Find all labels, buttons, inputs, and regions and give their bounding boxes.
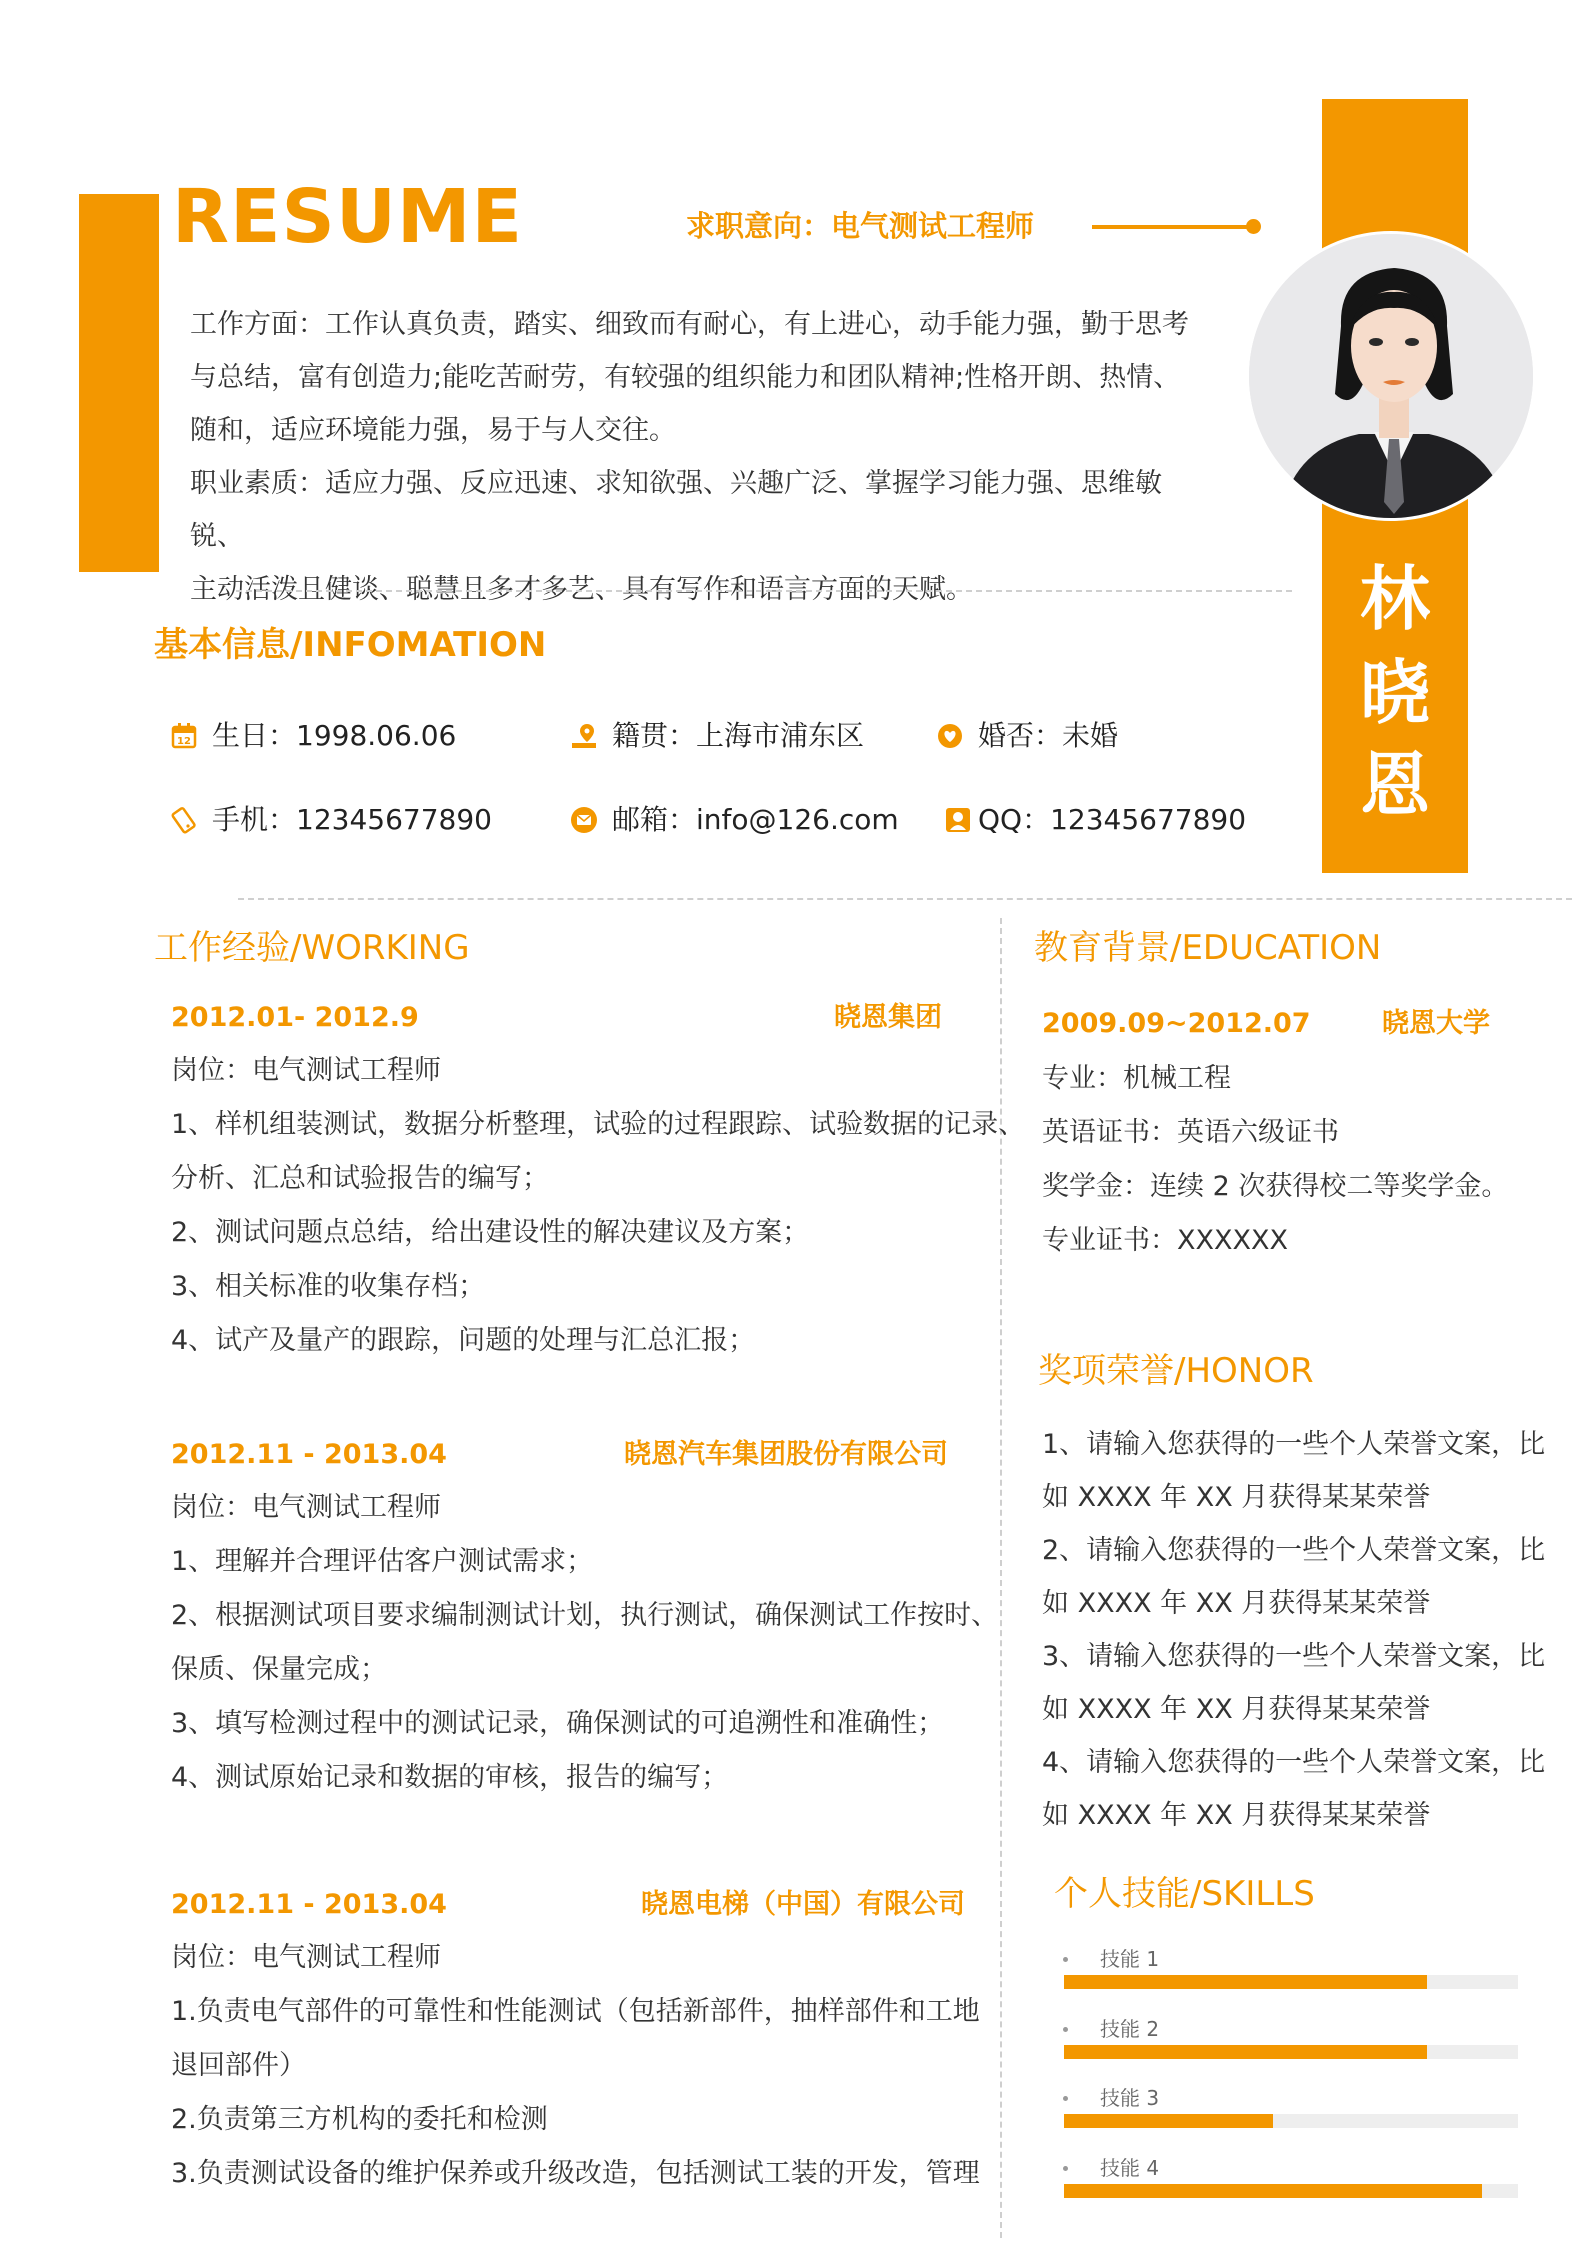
job-1-company: 晓恩集团	[834, 1002, 942, 1033]
job-1-period: 2012.01- 2012.9	[171, 1002, 419, 1033]
name-char-3: 恩	[1360, 744, 1430, 826]
skill-bullet	[1063, 2027, 1068, 2032]
job-line: 2、测试问题点总结，给出建设性的解决建议及方案；	[171, 1217, 810, 1248]
skill-2-label: 技能 2	[1100, 2017, 1160, 2041]
education-details	[1042, 1052, 1508, 1268]
honor-line: 如 XXXX 年 XX 月获得某某荣誉	[1042, 1800, 1431, 1831]
skill-bullet	[1063, 2166, 1068, 2171]
skill-1-fill	[1064, 1975, 1427, 1989]
phone-icon	[170, 806, 198, 834]
name-char-1: 林	[1360, 558, 1430, 640]
education-line: 奖学金：连续 2 次获得校二等奖学金。	[1042, 1171, 1509, 1202]
skill-bullet	[1063, 2096, 1068, 2101]
summary	[190, 298, 1190, 616]
mail-icon	[570, 806, 598, 834]
info-text: 婚否：未婚	[978, 719, 1119, 752]
honor-line: 3、请输入您获得的一些个人荣誉文案，比	[1042, 1641, 1546, 1672]
basic-info-title: 基本信息/INFOMATION	[154, 625, 547, 665]
job-2-company: 晓恩汽车集团股份有限公司	[624, 1439, 948, 1470]
name-char-2: 晓	[1360, 652, 1430, 734]
summary-line: 工作方面：工作认真负责，踏实、细致而有耐心，有上进心，动手能力强，勤于思考	[190, 309, 1189, 340]
info-email	[570, 803, 899, 836]
resume-accent-bar	[79, 194, 159, 572]
qq-icon	[944, 806, 972, 834]
education-school: 晓恩大学	[1382, 1008, 1490, 1039]
svg-text:12: 12	[177, 736, 191, 747]
job-line: 3、相关标准的收集存档；	[171, 1271, 486, 1302]
skill-4-fill	[1064, 2184, 1482, 2198]
education-line: 专业证书：XXXXXX	[1042, 1225, 1288, 1256]
heart-icon	[936, 722, 964, 750]
skill-3-track	[1064, 2114, 1518, 2128]
info-phone	[170, 803, 492, 836]
info-birthday	[170, 719, 457, 752]
summary-line: 职业素质：适应力强、反应迅速、求知欲强、兴趣广泛、掌握学习能力强、思维敏锐、	[190, 468, 1162, 552]
intention-line	[1092, 225, 1252, 229]
job-2-period: 2012.11 - 2013.04	[171, 1439, 447, 1470]
skill-1-label: 技能 1	[1100, 1947, 1160, 1971]
education-line: 专业：机械工程	[1042, 1063, 1231, 1094]
job-line: 岗位：电气测试工程师	[171, 1942, 441, 1973]
honor-line: 如 XXXX 年 XX 月获得某某荣誉	[1042, 1482, 1431, 1513]
job-2-details	[171, 1481, 998, 1805]
job-line: 1、样机组装测试，数据分析整理，试验的过程跟踪、试验数据的记录、	[171, 1109, 1026, 1140]
location-icon	[570, 722, 598, 750]
job-1-details	[171, 1044, 1025, 1368]
job-line: 岗位：电气测试工程师	[171, 1492, 441, 1523]
info-text: 邮箱：info@126.com	[612, 803, 899, 836]
skill-bullet	[1063, 1957, 1068, 1962]
honor-title: 奖项荣誉/HONOR	[1038, 1351, 1314, 1391]
summary-line: 与总结，富有创造力;能吃苦耐劳，有较强的组织能力和团队精神;性格开朗、热情、	[190, 362, 1181, 393]
job-line: 2.负责第三方机构的委托和检测	[171, 2104, 548, 2135]
job-line: 3.负责测试设备的维护保养或升级改造，包括测试工装的开发，管理	[171, 2158, 980, 2189]
profile-photo	[1246, 231, 1536, 521]
job-line: 3、填写检测过程中的测试记录，确保测试的可追溯性和准确性；	[171, 1708, 945, 1739]
skill-2-fill	[1064, 2045, 1427, 2059]
info-text: 手机：12345677890	[212, 803, 492, 836]
honor-line: 2、请输入您获得的一些个人荣誉文案，比	[1042, 1535, 1546, 1566]
job-line: 保质、保量完成；	[171, 1654, 387, 1685]
intention-dot	[1246, 219, 1261, 234]
info-qq	[944, 803, 1247, 836]
info-text: 籍贯：上海市浦东区	[612, 719, 865, 752]
honor-line: 1、请输入您获得的一些个人荣誉文案，比	[1042, 1429, 1546, 1460]
education-period: 2009.09~2012.07	[1042, 1008, 1311, 1039]
avatar-illustration	[1249, 234, 1536, 521]
info-marital	[936, 719, 1119, 752]
honor-details	[1042, 1418, 1545, 1842]
job-line: 1.负责电气部件的可靠性和性能测试（包括新部件，抽样部件和工地	[171, 1996, 980, 2027]
info-text: 生日：1998.06.06	[212, 719, 457, 752]
job-3-details	[171, 1931, 980, 2201]
summary-line: 随和，适应环境能力强，易于与人交往。	[190, 415, 676, 446]
job-3-period: 2012.11 - 2013.04	[171, 1889, 447, 1920]
education-title: 教育背景/EDUCATION	[1034, 928, 1382, 968]
info-hometown	[570, 719, 865, 752]
skill-4-label: 技能 4	[1100, 2156, 1160, 2180]
honor-line: 如 XXXX 年 XX 月获得某某荣誉	[1042, 1588, 1431, 1619]
divider	[236, 590, 1292, 592]
skills-title: 个人技能/SKILLS	[1054, 1874, 1315, 1914]
skill-2-track	[1064, 2045, 1518, 2059]
resume-title: RESUME	[172, 174, 524, 260]
job-line: 2、根据测试项目要求编制测试计划，执行测试，确保测试工作按时、	[171, 1600, 999, 1631]
calendar-icon	[170, 722, 198, 750]
skill-3-fill	[1064, 2114, 1273, 2128]
job-line: 退回部件）	[171, 2050, 306, 2081]
job-line: 4、测试原始记录和数据的审核，报告的编写；	[171, 1762, 729, 1793]
skill-4-track	[1064, 2184, 1518, 2198]
skill-3-label: 技能 3	[1100, 2086, 1160, 2110]
job-intention: 求职意向：电气测试工程师	[686, 209, 1035, 243]
honor-line: 4、请输入您获得的一些个人荣誉文案，比	[1042, 1747, 1546, 1778]
job-line: 岗位：电气测试工程师	[171, 1055, 441, 1086]
divider	[238, 898, 1572, 900]
honor-line: 如 XXXX 年 XX 月获得某某荣誉	[1042, 1694, 1431, 1725]
job-3-company: 晓恩电梯（中国）有限公司	[641, 1889, 965, 1920]
work-title: 工作经验/WORKING	[154, 928, 470, 968]
job-line: 4、试产及量产的跟踪，问题的处理与汇总汇报；	[171, 1325, 756, 1356]
summary-line: 主动活泼且健谈、聪慧且多才多艺、具有写作和语言方面的天赋。	[190, 574, 973, 605]
skill-1-track	[1064, 1975, 1518, 1989]
job-line: 1、理解并合理评估客户测试需求；	[171, 1546, 594, 1577]
job-line: 分析、汇总和试验报告的编写；	[171, 1163, 549, 1194]
info-text: QQ：12345677890	[978, 803, 1247, 836]
education-line: 英语证书：英语六级证书	[1042, 1117, 1339, 1148]
